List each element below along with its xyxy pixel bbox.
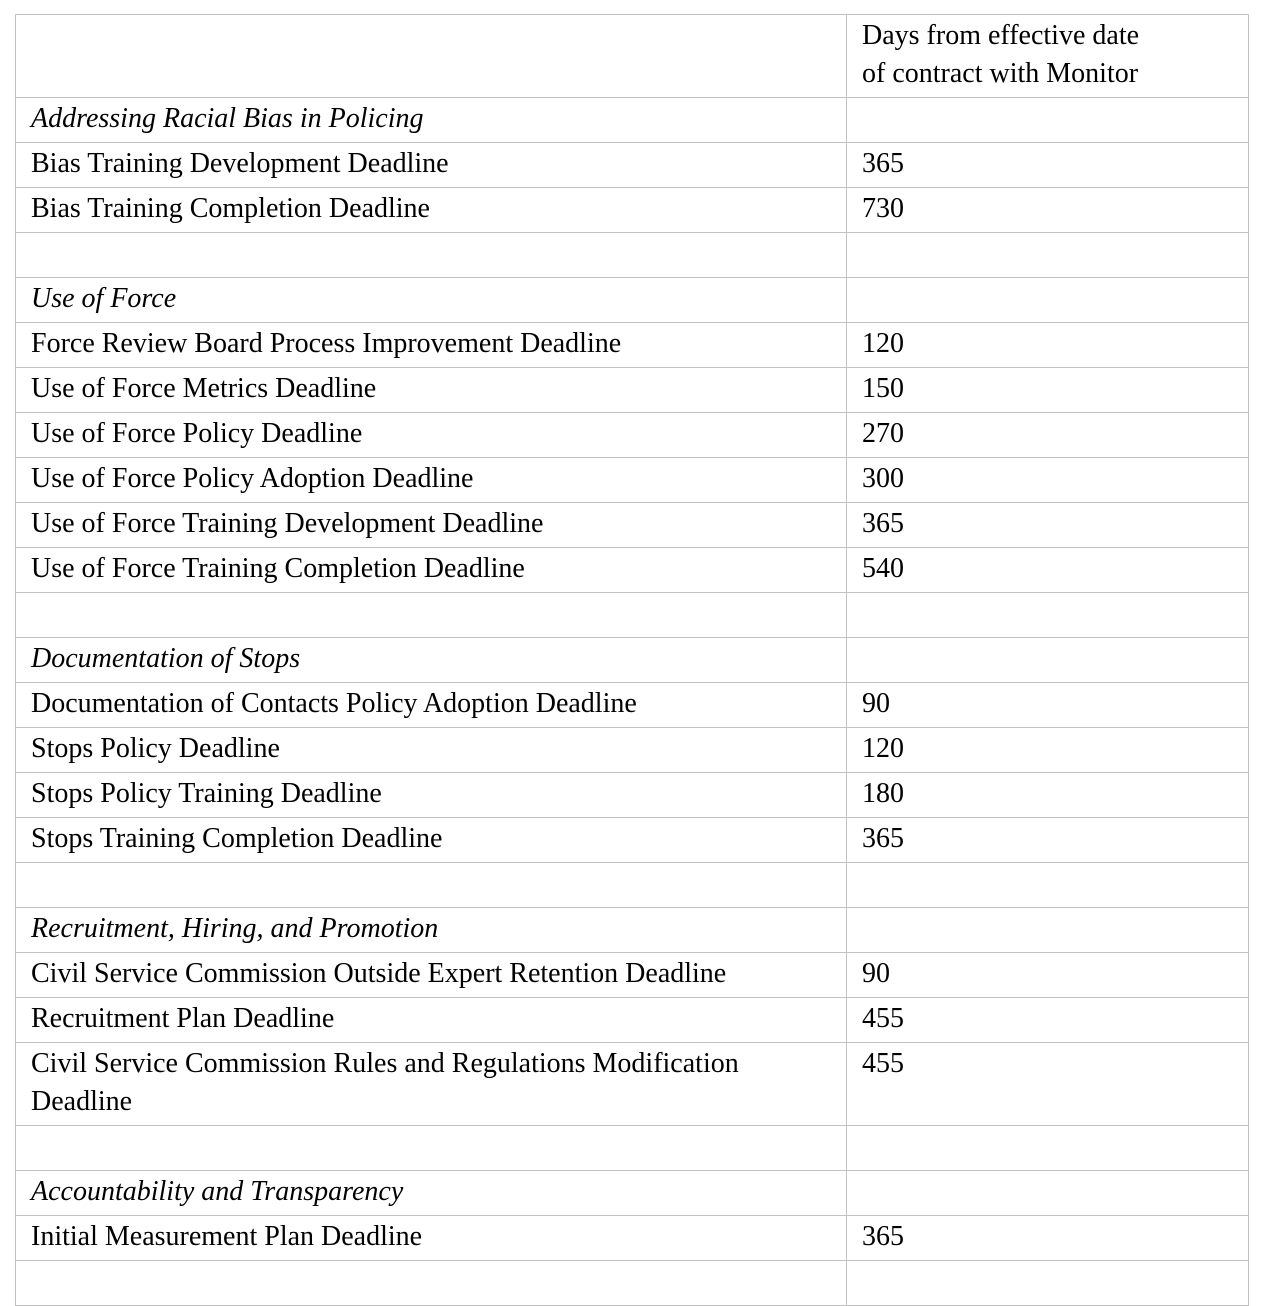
cell-item-label: Civil Service Commission Rules and Regulations Modification Deadline	[16, 1043, 847, 1126]
cell-item-label: Use of Force Metrics Deadline	[16, 368, 847, 413]
cell-item-label: Stops Policy Deadline	[16, 728, 847, 773]
table-row	[16, 548, 1249, 593]
table-row	[16, 503, 1249, 548]
cell-days-value: 180	[847, 773, 1249, 818]
spacer-row	[16, 593, 1249, 638]
header-days-line2: of contract with Monitor	[862, 58, 1139, 89]
cell-item-label: Initial Measurement Plan Deadline	[16, 1216, 847, 1261]
section-row	[16, 278, 1249, 323]
deadline-table-body	[16, 15, 1249, 1306]
cell-item-label: Documentation of Contacts Policy Adoption Deadline	[16, 683, 847, 728]
cell-days-value	[847, 1171, 1249, 1216]
spacer-cell-item	[16, 1261, 847, 1306]
table-row	[16, 143, 1249, 188]
section-row	[16, 98, 1249, 143]
spacer-cell-item	[16, 863, 847, 908]
cell-days-value: 365	[847, 503, 1249, 548]
header-cell-days	[847, 15, 1249, 98]
table-row	[16, 683, 1249, 728]
cell-item-label: Civil Service Commission Outside Expert Retention Deadline	[16, 953, 847, 998]
spacer-cell-days	[847, 593, 1249, 638]
header-cell-item	[16, 15, 847, 98]
cell-item-label: Use of Force Policy Adoption Deadline	[16, 458, 847, 503]
header-days-line1: Days from effective date	[862, 20, 1140, 51]
table-row	[16, 818, 1249, 863]
deadline-table-container	[15, 14, 1248, 1306]
cell-days-value: 365	[847, 818, 1249, 863]
spacer-cell-item	[16, 593, 847, 638]
cell-item-label: Bias Training Completion Deadline	[16, 188, 847, 233]
spacer-row	[16, 863, 1249, 908]
table-row	[16, 188, 1249, 233]
spacer-cell-item	[16, 1126, 847, 1171]
cell-days-value	[847, 278, 1249, 323]
cell-days-value: 120	[847, 323, 1249, 368]
table-row	[16, 773, 1249, 818]
cell-item-label: Force Review Board Process Improvement Deadline	[16, 323, 847, 368]
cell-days-value: 455	[847, 998, 1249, 1043]
section-heading: Documentation of Stops	[16, 638, 847, 683]
cell-days-value: 300	[847, 458, 1249, 503]
table-row	[16, 1043, 1249, 1126]
cell-item-label: Use of Force Training Completion Deadline	[16, 548, 847, 593]
cell-days-value: 270	[847, 413, 1249, 458]
spacer-cell-item	[16, 233, 847, 278]
cell-days-value: 365	[847, 143, 1249, 188]
cell-days-value: 730	[847, 188, 1249, 233]
cell-item-label: Use of Force Policy Deadline	[16, 413, 847, 458]
spacer-cell-days	[847, 1126, 1249, 1171]
table-row	[16, 998, 1249, 1043]
spacer-row	[16, 233, 1249, 278]
section-row	[16, 1171, 1249, 1216]
deadline-table	[15, 14, 1249, 1306]
table-row	[16, 323, 1249, 368]
cell-days-value	[847, 98, 1249, 143]
cell-days-value: 90	[847, 683, 1249, 728]
cell-days-value: 540	[847, 548, 1249, 593]
cell-item-label: Use of Force Training Development Deadline	[16, 503, 847, 548]
cell-item-label: Bias Training Development Deadline	[16, 143, 847, 188]
table-row	[16, 953, 1249, 998]
cell-days-value	[847, 638, 1249, 683]
cell-item-label: Stops Policy Training Deadline	[16, 773, 847, 818]
cell-days-value: 365	[847, 1216, 1249, 1261]
cell-item-label: Recruitment Plan Deadline	[16, 998, 847, 1043]
section-heading: Use of Force	[16, 278, 847, 323]
table-row	[16, 458, 1249, 503]
spacer-row	[16, 1261, 1249, 1306]
cell-item-label: Stops Training Completion Deadline	[16, 818, 847, 863]
section-heading: Addressing Racial Bias in Policing	[16, 98, 847, 143]
cell-days-value: 120	[847, 728, 1249, 773]
cell-days-value: 90	[847, 953, 1249, 998]
spacer-row	[16, 1126, 1249, 1171]
cell-days-value: 455	[847, 1043, 1249, 1126]
section-row	[16, 638, 1249, 683]
table-row	[16, 368, 1249, 413]
table-header-row	[16, 15, 1249, 98]
cell-days-value	[847, 908, 1249, 953]
table-row	[16, 1216, 1249, 1261]
section-row	[16, 908, 1249, 953]
section-heading: Recruitment, Hiring, and Promotion	[16, 908, 847, 953]
section-heading: Accountability and Transparency	[16, 1171, 847, 1216]
spacer-cell-days	[847, 233, 1249, 278]
table-row	[16, 728, 1249, 773]
spacer-cell-days	[847, 1261, 1249, 1306]
spacer-cell-days	[847, 863, 1249, 908]
cell-days-value: 150	[847, 368, 1249, 413]
table-row	[16, 413, 1249, 458]
